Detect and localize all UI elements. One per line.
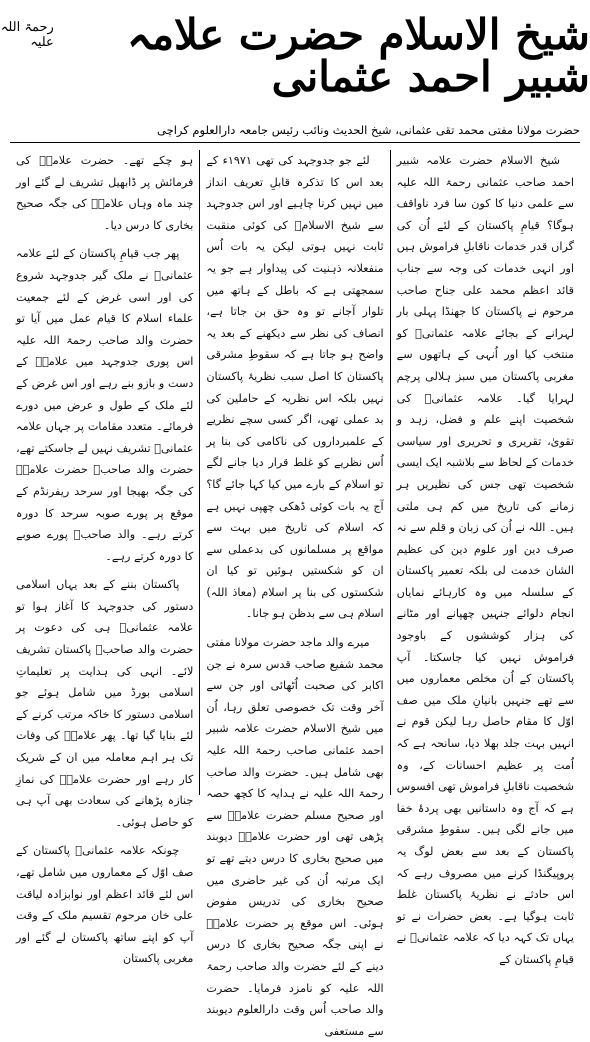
paragraph: شیخ الاسلام حضرت علامہ شبیر احمد صاحب عثمانی رحمۃ اللہ علیہ سے علمی دنیا کا کون سا فرد ناواقف ہوگا؟ قیامِ پاکستان کے لئے اُن کی گراں قدر خدمات ناقابلِ فراموش ہیں اور انہی خدمات کی وجہ سے جناب قائد اعظم محمد علی جناح صاحب مرحوم نے پاکستان کا جھنڈا پہلی بار لہرانے کے بجائے علامہ عثمانیؒ کو منتخب کیا اور اُنہی کے ہاتھوں سے مغربی پاکستان میں سبز ہلالی پرچم لہرایا گیا۔ علامہ عثمانیؒ کی شخصیت اپنے علم و فضل، زہد و تقویٰ، تقریری و تحریری اور سیاسی خدمات کے لحاظ سے بلاشبہ ایک ایسی شخصیت تھی جس کی نظیریں ہر زمانے کی تاریخ میں کم ہی ملتی ہیں۔ اللہ نے اُن کی زبان و قلم سے نہ صرف دین اور علوم دین کی عظیم الشان خدمت لی بلکہ تعمیر پاکستان کے سلسلہ میں وہ کارہائے نمایاں انجام دلوائے جنہیں چھپانے اور مٹانے کی ہزار کوششوں کے باوجود فراموش نہیں کیا جاسکتا۔ آپ پاکستان کے اُن مخلص معماروں میں سے تھے جنہیں بانیانِ ملک میں صف اوّل کا مقام حاصل رہا لیکن قوم نے انہیں بہت جلد بھلا دیا، سانحہ ہے کہ اُمت پر عظیم احسانات کے، وہ شخصیت ناقابلِ فراموش تھی افسوس ہے کہ آج وہ داستانیں بھی پردۂ خفا میں جانے لگی ہیں۔ سقوطِ مشرقی پاکستان کے بعد سے بعض لوگ یہ پروپیگنڈا کرنے میں مصروف رہے کہ اس حادثے نے نظریۂ پاکستان غلط ثابت ہوگیا ہے۔ بعض حضرات نے تو یہاں تک کہہ دیا کہ علامہ عثمانیؒ نے قیامِ پاکستان کے bbox=[396, 154, 574, 966]
column-2 bbox=[199, 150, 389, 1038]
byline-divider bbox=[10, 142, 580, 143]
paragraph: میرے والد ماجد حضرت مولانا مفتی محمد شفیع صاحب قدس سرہ نے جن اکابر کی صحبت اُٹھائی اور جن سے آخر وقت تک خصوصی تعلق رہا، اُن میں شیخ الاسلام حضرت علامہ شبیر احمد عثمانی صاحب رحمۃ اللہ علیہ بھی شامل ہیں۔ حضرت والد صاحب رحمۃ اللہ علیہ نے ہدایہ کا کچھ حصہ اور صحیح مسلم حضرت علامہؒ سے پڑھی تھی اور حضرت علامہؒ دیوبند میں صحیح بخاری کا درس دیتے تھے تو ایک مرتبہ اُن کی غیر حاضری میں صحیح بخاری کی تدریس مفوض ہوئی۔ اس موقع پر حضرت علامہؒ نے اپنی جگہ صحیح بخاری کا درس دینے کے لئے حضرت والد صاحب رحمۃ اللہ علیہ کو نامزد فرمایا۔ حضرت والد صاحب اُس وقت دارالعلوم دیوبند سے مستعفی bbox=[206, 636, 384, 1038]
article-title: شیخ الاسلام حضرت علامہ شبیر احمد عثمانی bbox=[126, 10, 590, 101]
article-body bbox=[10, 150, 580, 1038]
paragraph: ہو چکے تھے۔ حضرت علامہؒ کی فرمائش پر ڈابھیل تشریف لے گئے اور چند ماہ وہاں علامہؒ کی جگہ صحیح بخاری کا درس دیا۔ bbox=[16, 154, 194, 232]
paragraph: لئے جو جدوجہد کی تھی ۱۹۷۱ء کے بعد اس کا تذکرہ قابلِ تعریف انداز میں نہیں کرنا چاہیے اور اس جدوجہد سے شیخ الاسلامؒ کی کوئی منقبت ثابت نہیں ہوتی لیکن یہ بات اُس منفعلانہ ذہنیت کی پیداوار ہے جو یہ سمجھتی ہے کہ باطل کے ہاتھ میں تلوار آجانے تو وہ حق بن جاتا ہے، انصاف کی نظر سے دیکھنے کے بعد یہ واضح ہو جاتا ہے کہ سقوطِ مشرقی پاکستان کا اصل سبب نظریۂ پاکستان نہیں بلکہ اس نظریہ کے حاملین کی بد عملی تھی، اگر کسی سچے نظریے کے علمبرداروں کی ناکامی کی بنا پر اُس نظریے کو غلط قرار دیا جانے لگے تو اسلام کے بارے میں کیا کہا جائے گا؟ آج یہ بات کوئی ڈھکی چھپی نہیں ہے کہ اسلام کی تاریخ میں بہت سے مواقع پر مسلمانوں کی بدعملی سے ان کو شکستیں ہوئیں تو کیا ان شکستوں کی بنا پر اسلام (معاذ اللہ) اسلام ہی سے بدظن ہو جانا۔ bbox=[206, 154, 384, 621]
column-3 bbox=[10, 150, 199, 966]
article-title-block bbox=[0, 6, 590, 106]
author-byline: حضرت مولانا مفتی محمد تقی عثمانی، شیخ الحدیث ونائب رئیس جامعہ دارالعلوم کراچی bbox=[157, 123, 580, 137]
column-1 bbox=[390, 150, 580, 966]
paragraph: پاکستان بننے کے بعد یہاں اسلامی دستور کی جدوجہد کا آغاز ہوا تو علامہ عثمانیؒ ہی کی دعوت پر حضرت والد صاحبؒ پاکستان تشریف لائے۔ انہی کی ہدایت پر تعلیماتِ اسلامی بورڈ میں شامل ہوئے جو اسلامی دستور کا خاکہ مرتب کرنے کے لئے بنایا گیا تھا۔ پھر علامہؒ کی وفات تک ہر اہم معاملہ میں ان کے شریک کار رہے اور حضرت علامہؒ کی نمازِ جنازہ پڑھانے کی سعادت بھی آپ ہی کو حاصل ہوئی۔ bbox=[16, 578, 194, 829]
paragraph: چونکہ علامہ عثمانیؒ پاکستان کے صف اوّل کے معماروں میں شامل تھے، اس لئے قائد اعظم اور نوابزادہ لیاقت علی خان مرحوم تقسیم ملک کے وقت آپ کو اپنے ساتھ پاکستان لے گئے اور مغربی پاکستان bbox=[16, 844, 194, 966]
paragraph: پھر جب قیامِ پاکستان کے لئے علامہ عثمانیؒ نے ملک گیر جدوجہد شروع کی اور اسی غرض کے لئے جمعیت علماء اسلام کا قیام عمل میں آیا تو حضرت والد صاحب رحمۃ اللہ علیہ اس پوری جدوجہد میں علامہؒ کے دست و بازو بنے رہے اور اس غرض کے لئے ملک کے طول و عرض میں دورے فرمائے۔ متعدد مقامات پر جہاں علامہ عثمانیؒ تشریف نہیں لے جاسکتے تھے، حضرت والد صاحبؒ حضرت علامہؒ کی جگہ بھیجا اور سرحد ریفرنڈم کے موقع پر پورے صوبہ سرحد کا دورہ کرتے رہے۔ والد صاحبؒ پورے صوبے کا دورہ کرتے رہے۔ bbox=[16, 247, 194, 563]
title-honorific: رحمۃ اللہ علیہ bbox=[0, 20, 54, 50]
